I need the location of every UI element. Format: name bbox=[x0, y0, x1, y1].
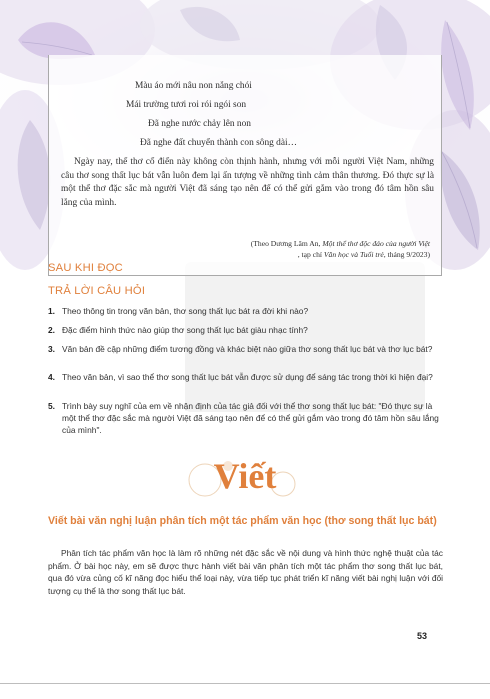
question-number: 1. bbox=[48, 306, 55, 316]
section-heading-answer-questions: TRẢ LỜI CÂU HỎI bbox=[48, 285, 146, 297]
citation-work-title: Một thể thơ độc đáo của người Việt bbox=[322, 239, 430, 248]
excerpt-box bbox=[48, 55, 442, 276]
poem-excerpt bbox=[49, 77, 441, 153]
question-text: Trình bày suy nghĩ của em về nhận định của tác giả đối với thể thơ song thất lục bát: "Đó thực sự là một thể thơ đặc sắc mà người Việt đã sáng tạo nên để có thể gửi gắm vào trong đó tâm hồn sâu lắng của mình". bbox=[62, 401, 439, 436]
writing-task-body: Phân tích tác phẩm văn học là làm rõ những nét đặc sắc về nội dung và hình thức nghệ thuật của tác phẩm. Ở bài học này, em sẽ được thực hành viết bài văn phân tích một tác phẩm thơ song thất lục bát, qua đó vừa củng cố kĩ năng đọc hiểu thể loại này, vừa tiếp tục phát triển kĩ năng viết bài nghị luận với đối tượng cụ thể là thơ song thất lục bát. bbox=[48, 548, 443, 596]
question-text: Đặc điểm hình thức nào giúp thơ song thất lục bát giàu nhạc tính? bbox=[62, 325, 308, 335]
poem-line: Đã nghe nước chảy lên non bbox=[148, 119, 251, 129]
question-number: 4. bbox=[48, 372, 55, 382]
excerpt-paragraph: Ngày nay, thể thơ cổ điển này không còn thịnh hành, nhưng với mỗi người Việt Nam, những câu thơ song thất lục bát vẫn luôn đem lại ấn tượng về những tình cảm thân thương. Đó thực sự là một thể thơ đặc sắc mà người Việt đã sáng tạo nên để có thể gửi gắm vào trong đó tâm hồn sâu lắng của mình. bbox=[61, 157, 434, 208]
poem-line: Đã nghe đất chuyển thành con sông dài… bbox=[140, 138, 297, 148]
writing-section-title: Viết bbox=[213, 456, 277, 496]
bottom-rule bbox=[0, 683, 490, 684]
question-text: Theo thông tin trong văn bản, thơ song thất lục bát ra đời khi nào? bbox=[62, 306, 309, 316]
citation-close: , tháng 9/2023) bbox=[383, 250, 430, 260]
citation-open: (Theo Dương Lâm An, bbox=[250, 239, 323, 248]
citation-mid: , tạp chí bbox=[297, 250, 324, 260]
source-citation bbox=[251, 238, 430, 261]
writing-task-heading: Viết bài văn nghị luận phân tích một tác phẩm văn học (thơ song thất lục bát) bbox=[48, 515, 437, 527]
section-heading-after-reading: SAU KHI ĐỌC bbox=[48, 262, 123, 274]
question-text: Văn bản đề cập những điểm tương đồng và khác biệt nào giữa thơ song thất lục bát và thơ lục bát? bbox=[62, 344, 433, 354]
question-number: 5. bbox=[48, 401, 55, 411]
question-number: 2. bbox=[48, 325, 55, 335]
poem-line: Mái trường tươi roi rói ngói son bbox=[126, 100, 247, 110]
question-number: 3. bbox=[48, 344, 55, 354]
citation-magazine: Văn học và Tuổi trẻ bbox=[323, 250, 384, 260]
question-text: Theo văn bản, vì sao thể thơ song thất lục bát vẫn được sử dụng để sáng tác trong thời kì hiện đại? bbox=[62, 372, 433, 382]
page-number: 53 bbox=[417, 631, 428, 641]
poem-line: Màu áo mới nâu non nắng chói bbox=[135, 81, 252, 91]
